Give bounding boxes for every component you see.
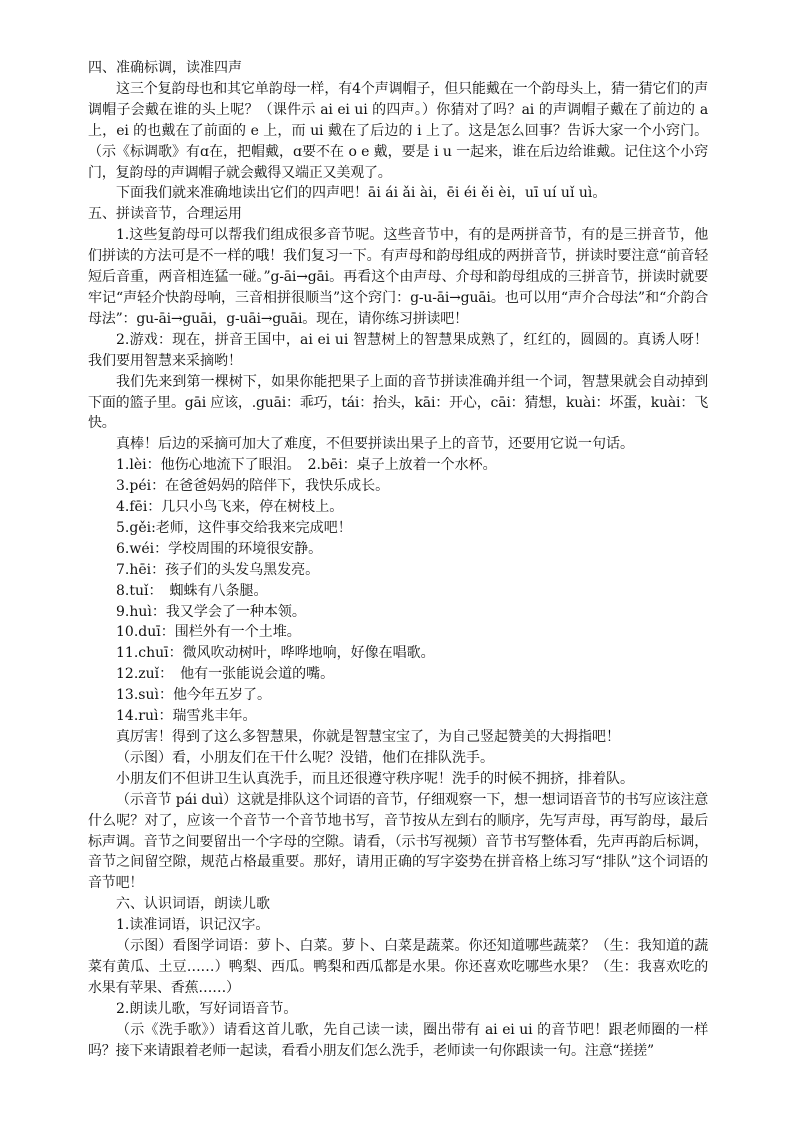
section-heading: 五、拼读音节，合理运用 — [88, 206, 242, 223]
paragraph: 我们先来到第一棵树下，如果你能把果子上面的音节拼读准确并组一个词，智慧果就会自动掉到下面的篮子里。gāi 应该，.guāi：乖巧，tái：抬头，kāi：开心，cāi：猜想，kuài：坏蛋，kuài：飞快。 — [88, 373, 708, 432]
paragraph: 真棒！后边的采摘可加大了难度，不但要拼读出果子上的音节，还要用它说一句话。 — [116, 436, 634, 453]
paragraph: （示《洗手歌》）请看这首儿歌，先自己读一读，圈出带有 ai ei ui 的音节吧！跟老师圈的一样吗？接下来请跟着老师一起读，看看小朋友们怎么洗手，老师读一句你跟读一句。注意“搓搓” — [88, 1021, 708, 1059]
paragraph: 1.lèi：他伤心地流下了眼泪。 2.bēi：桌子上放着一个水杯。 — [116, 457, 497, 474]
paragraph: 8.tuǐ： 蜘蛛有八条腿。 — [116, 582, 268, 599]
paragraph: 11.chuī：微风吹动树叶，哗哗地响，好像在唱歌。 — [116, 645, 435, 662]
paragraph: 1.这些复韵母可以帮我们组成很多音节呢。这些音节中，有的是两拼音节，有的是三拼音节，他们拼读的方法可是不一样的哦！我们复习一下。有声母和韵母组成的两拼音节，拼读时要注意“前音轻短后音重，两音相连猛一碰。”g-āi→gāi。再看这个由声母、介母和韵母组成的三拼音节，拼读时就要牢记“声轻介快韵母响，三音相拼很顺当”这个窍门：g-u-āi→guāi。也可以用“声介合母法”和“介韵合母法”：gu-āi→guāi，g-uāi→guāi。现在，请你练习拼读吧！ — [88, 227, 708, 327]
paragraph: 小朋友们不但讲卫生认真洗手，而且还很遵守秩序呢！洗手的时候不拥挤，排着队。 — [116, 770, 634, 787]
paragraph: 14.ruì：瑞雪兆丰年。 — [116, 708, 257, 725]
paragraph: 3.péi：在爸爸妈妈的陪伴下，我快乐成长。 — [116, 478, 390, 495]
paragraph: 10.duī：围栏外有一个土堆。 — [116, 624, 301, 641]
paragraph: 13.suì：他今年五岁了。 — [116, 687, 271, 704]
paragraph: 7.hēi：孩子们的头发乌黑发亮。 — [116, 561, 320, 578]
paragraph: 六、认识词语，朗读儿歌 — [116, 896, 270, 913]
paragraph: 下面我们就来准确地读出它们的四声吧！āi ái ǎi ài，ēi éi ěi èi，uī uí uǐ uì。 — [116, 185, 607, 202]
paragraph: 9.huì：我又学会了一种本领。 — [116, 603, 306, 620]
paragraph: 4.fēi：几只小鸟飞来，停在树枝上。 — [116, 499, 344, 516]
paragraph: 1.读准词语，识记汉字。 — [116, 917, 270, 934]
paragraph: 真厉害！得到了这么多智慧果，你就是智慧宝宝了，为自己竖起赞美的大拇指吧！ — [116, 729, 620, 745]
paragraph: （示图）看，小朋友们在干什么呢？没错，他们在排队洗手。 — [116, 749, 494, 766]
paragraph: 6.wéi：学校周围的环境很安静。 — [116, 540, 323, 557]
section-heading: 四、准确标调，读准四声 — [88, 60, 242, 76]
paragraph: （示图）看图学词语：萝卜、白菜。萝卜、白菜是蔬菜。你还知道哪些蔬菜？（生：我知道的蔬菜有黄瓜、土豆……）鸭梨、西瓜。鸭梨和西瓜都是水果。你还喜欢吃哪些水果？（生：我喜欢吃的水果有苹果、香蕉……） — [88, 938, 708, 996]
paragraph: 2.朗读儿歌，写好词语音节。 — [116, 1000, 298, 1017]
paragraph: 这三个复韵母也和其它单韵母一样，有4个声调帽子，但只能戴在一个韵母头上，猜一猜它们的声调帽子会戴在谁的头上呢？（课件示 ai ei ui 的四声。）你猜对了吗？ai 的声调帽子戴在了前边的 a 上，ei 的也戴在了前面的 e 上，而 ui 戴在了后边的 i 上了。这是怎么回事？告诉大家一个小窍门。（示《标调歌》有ɑ在，把帽戴，ɑ要不在 o e 戴，要是 i u 一起来，谁在后边给谁戴。记住这个小窍门，复韵母的声调帽子就会戴得又端正又美观了。 — [88, 80, 708, 181]
document-body — [88, 58, 708, 1062]
paragraph: 2.游戏：现在，拼音王国中，ai ei ui 智慧树上的智慧果成熟了，红红的，圆圆的。真诱人呀！我们要用智慧来采摘哟！ — [88, 331, 708, 369]
paragraph: 5.gěi:老师，这件事交给我来完成吧！ — [116, 519, 352, 536]
paragraph: （示音节 pái duì）这就是排队这个词语的音节，仔细观察一下，想一想词语音节的书写应该注意什么呢？对了，应该一个音节一个音节地书写，音节按从左到右的顺序，先写声母，再写韵母，最后标声调。音节之间要留出一个字母的空隙。请看，（示书写视频）音节书写整体看，先声再韵后标调，音节之间留空隙，规范占格最重要。那好，请用正确的写字姿势在拼音格上练习写“排队”这个词语的音节吧！ — [88, 791, 708, 892]
paragraph: 12.zuǐ： 他有一张能说会道的嘴。 — [116, 666, 335, 683]
